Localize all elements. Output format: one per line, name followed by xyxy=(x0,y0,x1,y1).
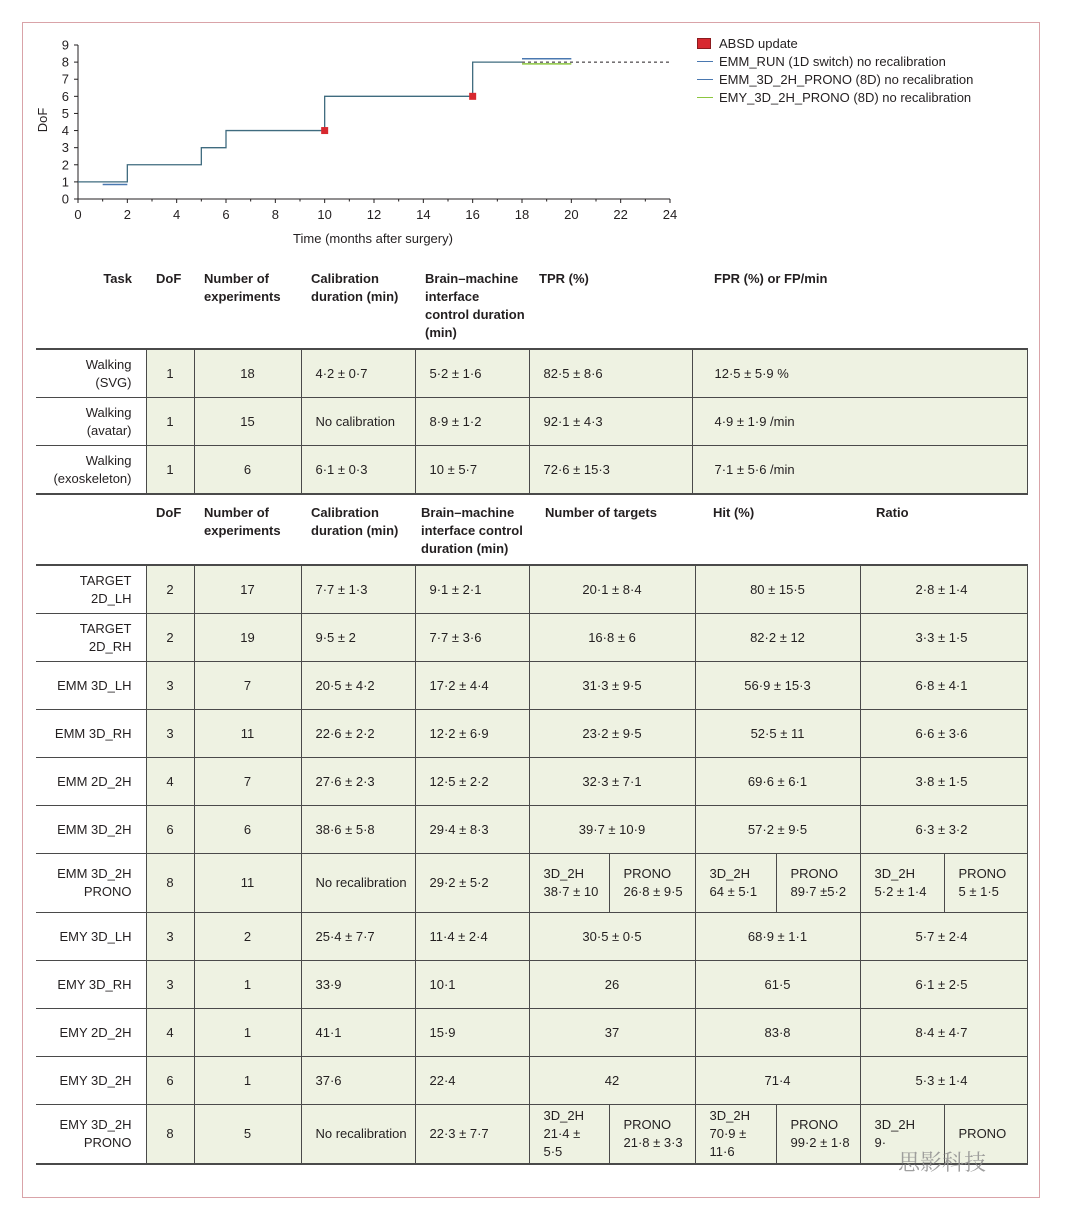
table-cell: 5 xyxy=(194,1105,301,1165)
table-cell: 6·1 ± 2·5 xyxy=(860,961,1027,1009)
y-tick-label: 1 xyxy=(61,174,69,190)
col-header: Task xyxy=(36,268,146,349)
table-cell: 68·9 ± 1·1 xyxy=(695,913,860,961)
x-tick-label: 16 xyxy=(465,207,480,222)
chart-axes xyxy=(35,38,677,247)
table-cell: 7 xyxy=(194,662,301,710)
table-cell: 19 xyxy=(194,614,301,662)
dof-step-line xyxy=(78,62,522,182)
table-cell: 71·4 xyxy=(695,1057,860,1105)
col-header: Number of targets xyxy=(529,502,695,565)
y-tick-label: 8 xyxy=(61,54,69,70)
col-header: Brain–machine interface control duration (min) xyxy=(415,502,529,565)
split-cell: PRONO xyxy=(944,1105,1027,1165)
col-header: FPR (%) or FP/min xyxy=(692,268,1027,349)
x-tick-label: 6 xyxy=(222,207,230,222)
table-cell: 8 xyxy=(146,854,194,913)
table-cell: 20·5 ± 4·2 xyxy=(301,662,415,710)
split-cell: 3D_2H 5·2 ± 1·4 xyxy=(860,854,944,913)
table-row xyxy=(36,710,1027,758)
row-label: EMY 2D_2H xyxy=(36,1009,146,1057)
col-header: Brain–machine interface control duration (min) xyxy=(415,268,529,349)
table-cell: 7 xyxy=(194,758,301,806)
table-row xyxy=(36,565,1027,614)
split-cell: 3D_2H 38·7 ± 10 xyxy=(529,854,609,913)
table-cell: 3 xyxy=(146,710,194,758)
table-cell: 82·5 ± 8·6 xyxy=(529,349,692,398)
y-tick-label: 9 xyxy=(61,37,69,53)
table-cell: 1 xyxy=(146,446,194,495)
table-cell: 27·6 ± 2·3 xyxy=(301,758,415,806)
table-cell: 10·1 xyxy=(415,961,529,1009)
table-cell: 38·6 ± 5·8 xyxy=(301,806,415,854)
table-cell: 56·9 ± 15·3 xyxy=(695,662,860,710)
row-label: Walking (SVG) xyxy=(36,349,146,398)
table-cell: 17 xyxy=(194,565,301,614)
row-label: EMY 3D_RH xyxy=(36,961,146,1009)
absd-update-marker xyxy=(321,127,328,134)
table-cell: 29·2 ± 5·2 xyxy=(415,854,529,913)
table-cell: 83·8 xyxy=(695,1009,860,1057)
table-cell: 20·1 ± 8·4 xyxy=(529,565,695,614)
table-row xyxy=(36,1009,1027,1057)
table-cell: 42 xyxy=(529,1057,695,1105)
table-row xyxy=(36,662,1027,710)
col-header xyxy=(36,502,146,565)
table-cell: No calibration xyxy=(301,398,415,446)
split-cell: PRONO 89·7 ±5·2 xyxy=(776,854,860,913)
legend-item-emm-prono xyxy=(697,70,973,88)
row-label: EMM 3D_RH xyxy=(36,710,146,758)
table-cell: 5·3 ± 1·4 xyxy=(860,1057,1027,1105)
table-row xyxy=(36,854,1027,913)
split-cell: PRONO 5 ± 1·5 xyxy=(944,854,1027,913)
table-cell: 31·3 ± 9·5 xyxy=(529,662,695,710)
table-cell: 12·2 ± 6·9 xyxy=(415,710,529,758)
table-cell: 6 xyxy=(194,446,301,495)
table-cell: 9·5 ± 2 xyxy=(301,614,415,662)
table-cell: 6 xyxy=(146,806,194,854)
table-cell: 61·5 xyxy=(695,961,860,1009)
y-axis-label: DoF xyxy=(35,107,50,133)
x-tick-label: 12 xyxy=(366,207,382,222)
table-cell: 57·2 ± 9·5 xyxy=(695,806,860,854)
table-cell: 6·6 ± 3·6 xyxy=(860,710,1027,758)
table-cell: 1 xyxy=(194,1057,301,1105)
legend-item-emy-prono xyxy=(697,88,973,106)
legend-label: EMM_3D_2H_PRONO (8D) no recalibration xyxy=(719,71,974,87)
table-cell: 39·7 ± 10·9 xyxy=(529,806,695,854)
table-cell: 5·2 ± 1·6 xyxy=(415,349,529,398)
row-label: EMY 3D_2H xyxy=(36,1057,146,1105)
row-label: EMM 2D_2H xyxy=(36,758,146,806)
legend-line xyxy=(697,61,713,62)
table-cell: 9·1 ± 2·1 xyxy=(415,565,529,614)
table-cell: 33·9 xyxy=(301,961,415,1009)
walking-table xyxy=(36,268,1028,495)
table-cell: 1 xyxy=(146,349,194,398)
y-tick-label: 4 xyxy=(61,123,69,139)
row-label: TARGET 2D_LH xyxy=(36,565,146,614)
table-cell: 69·6 ± 6·1 xyxy=(695,758,860,806)
col-header: Hit (%) xyxy=(695,502,860,565)
split-cell: PRONO 26·8 ± 9·5 xyxy=(609,854,695,913)
col-header: Calibration duration (min) xyxy=(301,268,415,349)
x-tick-label: 20 xyxy=(564,207,579,222)
row-label: EMM 3D_LH xyxy=(36,662,146,710)
table-row xyxy=(36,398,1027,446)
table-cell: 4 xyxy=(146,1009,194,1057)
row-label: EMM 3D_2H PRONO xyxy=(36,854,146,913)
table-cell: 2·8 ± 1·4 xyxy=(860,565,1027,614)
table-cell: 3 xyxy=(146,961,194,1009)
table-cell: 18 xyxy=(194,349,301,398)
split-cell: 3D_2H 9· xyxy=(860,1105,944,1165)
table-row xyxy=(36,1105,1027,1165)
table-cell: 5·7 ± 2·4 xyxy=(860,913,1027,961)
table-cell: 11·4 ± 2·4 xyxy=(415,913,529,961)
col-header: Number of experiments xyxy=(194,502,301,565)
legend-item-emm-run xyxy=(697,52,973,70)
x-tick-label: 8 xyxy=(271,207,279,222)
table-cell: 29·4 ± 8·3 xyxy=(415,806,529,854)
table-cell: 23·2 ± 9·5 xyxy=(529,710,695,758)
table-cell: 2 xyxy=(194,913,301,961)
table-cell: 11 xyxy=(194,854,301,913)
table-cell: 12·5 ± 5·9 % xyxy=(692,349,1027,398)
table-cell: 4·9 ± 1·9 /min xyxy=(692,398,1027,446)
table-cell: 32·3 ± 7·1 xyxy=(529,758,695,806)
legend-label: EMY_3D_2H_PRONO (8D) no recalibration xyxy=(719,89,972,105)
row-label: EMM 3D_2H xyxy=(36,806,146,854)
target-table xyxy=(36,502,1028,1165)
table-row xyxy=(36,446,1027,495)
x-tick-label: 18 xyxy=(514,207,530,222)
table-cell: 1 xyxy=(146,398,194,446)
split-cell: 3D_2H 70·9 ± 11·6 xyxy=(695,1105,776,1165)
split-cell: PRONO 21·8 ± 3·3 xyxy=(609,1105,695,1165)
x-axis-label: Time (months after surgery) xyxy=(293,231,453,246)
chart-legend xyxy=(697,34,973,106)
table-cell: 82·2 ± 12 xyxy=(695,614,860,662)
table-cell: 11 xyxy=(194,710,301,758)
table-cell: 4 xyxy=(146,758,194,806)
table-cell: 7·7 ± 1·3 xyxy=(301,565,415,614)
table-cell: 8·9 ± 1·2 xyxy=(415,398,529,446)
table-cell: 15·9 xyxy=(415,1009,529,1057)
table-cell: 3·3 ± 1·5 xyxy=(860,614,1027,662)
legend-line xyxy=(697,79,713,80)
watermark: 思影科技 xyxy=(898,1150,987,1175)
col-header: Ratio xyxy=(860,502,1027,565)
absd-update-marker xyxy=(469,93,476,100)
absd-swatch xyxy=(697,38,711,49)
table-cell: 25·4 ± 7·7 xyxy=(301,913,415,961)
table-cell: 30·5 ± 0·5 xyxy=(529,913,695,961)
table-cell: 22·3 ± 7·7 xyxy=(415,1105,529,1165)
table-cell: 80 ± 15·5 xyxy=(695,565,860,614)
table-cell: 22·4 xyxy=(415,1057,529,1105)
table-cell: 8 xyxy=(146,1105,194,1165)
table-cell: 2 xyxy=(146,565,194,614)
table-cell: 3 xyxy=(146,913,194,961)
table-cell: 92·1 ± 4·3 xyxy=(529,398,692,446)
table-cell: 6·3 ± 3·2 xyxy=(860,806,1027,854)
legend-label: EMM_RUN (1D switch) no recalibration xyxy=(719,53,946,69)
table-cell: 1 xyxy=(194,961,301,1009)
row-label: Walking (avatar) xyxy=(36,398,146,446)
x-tick-label: 4 xyxy=(173,207,181,222)
table-cell: 6·8 ± 4·1 xyxy=(860,662,1027,710)
table-cell: 52·5 ± 11 xyxy=(695,710,860,758)
table-cell: 26 xyxy=(529,961,695,1009)
table-cell: 72·6 ± 15·3 xyxy=(529,446,692,495)
table-cell: No recalibration xyxy=(301,1105,415,1165)
split-cell: 3D_2H 21·4 ± 5·5 xyxy=(529,1105,609,1165)
table-cell: 17·2 ± 4·4 xyxy=(415,662,529,710)
legend-label: ABSD update xyxy=(719,35,798,51)
row-label: EMY 3D_2H PRONO xyxy=(36,1105,146,1165)
table-cell: 4·2 ± 0·7 xyxy=(301,349,415,398)
table-cell: 22·6 ± 2·2 xyxy=(301,710,415,758)
table-cell: 10 ± 5·7 xyxy=(415,446,529,495)
table-cell: 3·8 ± 1·5 xyxy=(860,758,1027,806)
table-row xyxy=(36,961,1027,1009)
table-cell: 37 xyxy=(529,1009,695,1057)
table-cell: 41·1 xyxy=(301,1009,415,1057)
row-label: Walking (exoskeleton) xyxy=(36,446,146,495)
table-cell: 2 xyxy=(146,614,194,662)
row-label: EMY 3D_LH xyxy=(36,913,146,961)
table-cell: No recalibration xyxy=(301,854,415,913)
table-row xyxy=(36,614,1027,662)
row-label: TARGET 2D_RH xyxy=(36,614,146,662)
x-tick-label: 24 xyxy=(662,207,678,222)
table-cell: 37·6 xyxy=(301,1057,415,1105)
y-tick-label: 2 xyxy=(61,157,69,173)
table-cell: 7·7 ± 3·6 xyxy=(415,614,529,662)
table-cell: 16·8 ± 6 xyxy=(529,614,695,662)
col-header: DoF xyxy=(146,268,194,349)
split-cell: 3D_2H 64 ± 5·1 xyxy=(695,854,776,913)
y-tick-label: 3 xyxy=(61,140,69,156)
table-row xyxy=(36,758,1027,806)
table-row xyxy=(36,913,1027,961)
y-tick-label: 0 xyxy=(61,191,69,207)
x-tick-label: 0 xyxy=(74,207,82,222)
table-row xyxy=(36,806,1027,854)
table-row xyxy=(36,349,1027,398)
table-cell: 7·1 ± 5·6 /min xyxy=(692,446,1027,495)
x-tick-label: 10 xyxy=(317,207,332,222)
col-header: TPR (%) xyxy=(529,268,692,349)
y-tick-label: 7 xyxy=(61,71,69,87)
table-cell: 6 xyxy=(146,1057,194,1105)
legend-line xyxy=(697,97,713,98)
y-tick-label: 6 xyxy=(61,88,69,104)
col-header: DoF xyxy=(146,502,194,565)
y-tick-label: 5 xyxy=(61,105,69,121)
table-cell: 6 xyxy=(194,806,301,854)
table-cell: 3 xyxy=(146,662,194,710)
col-header: Number of experiments xyxy=(194,268,301,349)
table-row xyxy=(36,1057,1027,1105)
split-cell: PRONO 99·2 ± 1·8 xyxy=(776,1105,860,1165)
col-header: Calibration duration (min) xyxy=(301,502,415,565)
table-cell: 12·5 ± 2·2 xyxy=(415,758,529,806)
table-cell: 15 xyxy=(194,398,301,446)
legend-item-absd xyxy=(697,34,973,52)
x-tick-label: 22 xyxy=(613,207,628,222)
x-tick-label: 14 xyxy=(416,207,431,222)
table-cell: 6·1 ± 0·3 xyxy=(301,446,415,495)
table-cell: 8·4 ± 4·7 xyxy=(860,1009,1027,1057)
x-tick-label: 2 xyxy=(123,207,131,222)
table-cell: 1 xyxy=(194,1009,301,1057)
